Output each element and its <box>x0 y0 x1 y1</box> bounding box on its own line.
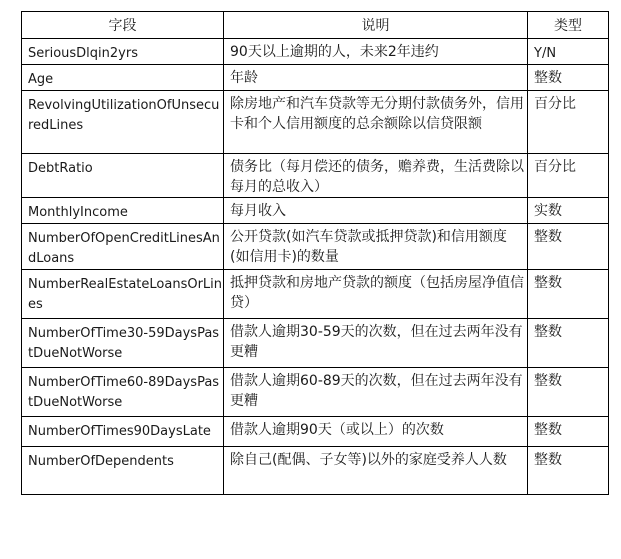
table-row <box>22 224 609 270</box>
type-cell: 整数 <box>528 270 609 319</box>
description-cell: 公开贷款(如汽车贷款或抵押贷款)和信用额度(如信用卡)的数量 <box>224 224 528 270</box>
table-row <box>22 154 609 198</box>
header-row <box>22 12 609 39</box>
table-row <box>22 447 609 495</box>
description-cell: 年龄 <box>224 65 528 91</box>
type-cell: 整数 <box>528 65 609 91</box>
header-type: 类型 <box>528 12 609 39</box>
type-cell: 实数 <box>528 198 609 224</box>
table-row <box>22 91 609 154</box>
type-cell: 整数 <box>528 447 609 495</box>
data-dictionary-table <box>21 11 609 495</box>
type-cell: Y/N <box>528 39 609 65</box>
type-cell: 整数 <box>528 417 609 447</box>
field-cell: Age <box>22 65 224 91</box>
type-cell: 百分比 <box>528 154 609 198</box>
table-row <box>22 65 609 91</box>
field-cell: NumberOfTime60-89DaysPastDueNotWorse <box>22 368 224 417</box>
header-field: 字段 <box>22 12 224 39</box>
description-cell: 抵押贷款和房地产贷款的额度（包括房屋净值信贷） <box>224 270 528 319</box>
header-description: 说明 <box>224 12 528 39</box>
type-cell: 整数 <box>528 224 609 270</box>
field-cell: NumberOfOpenCreditLinesAndLoans <box>22 224 224 270</box>
type-cell: 百分比 <box>528 91 609 154</box>
description-cell: 债务比（每月偿还的债务，赡养费，生活费除以每月的总收入） <box>224 154 528 198</box>
table-row <box>22 39 609 65</box>
field-cell: NumberOfTimes90DaysLate <box>22 417 224 447</box>
description-cell: 每月收入 <box>224 198 528 224</box>
field-cell: MonthlyIncome <box>22 198 224 224</box>
field-cell: NumberOfDependents <box>22 447 224 495</box>
table-row <box>22 417 609 447</box>
field-cell: NumberRealEstateLoansOrLines <box>22 270 224 319</box>
data-dictionary-table-container <box>21 11 609 495</box>
type-cell: 整数 <box>528 368 609 417</box>
description-cell: 除自己(配偶、子女等)以外的家庭受养人人数 <box>224 447 528 495</box>
table-row <box>22 270 609 319</box>
type-cell: 整数 <box>528 319 609 368</box>
table-row <box>22 368 609 417</box>
field-cell: NumberOfTime30-59DaysPastDueNotWorse <box>22 319 224 368</box>
description-cell: 借款人逾期90天（或以上）的次数 <box>224 417 528 447</box>
field-cell: SeriousDlqin2yrs <box>22 39 224 65</box>
description-cell: 90天以上逾期的人，未来2年违约 <box>224 39 528 65</box>
description-cell: 借款人逾期30-59天的次数，但在过去两年没有更糟 <box>224 319 528 368</box>
field-cell: DebtRatio <box>22 154 224 198</box>
description-cell: 除房地产和汽车贷款等无分期付款债务外，信用卡和个人信用额度的总余额除以信贷限额 <box>224 91 528 154</box>
table-row <box>22 319 609 368</box>
field-cell: RevolvingUtilizationOfUnsecuredLines <box>22 91 224 154</box>
table-row <box>22 198 609 224</box>
description-cell: 借款人逾期60-89天的次数，但在过去两年没有更糟 <box>224 368 528 417</box>
